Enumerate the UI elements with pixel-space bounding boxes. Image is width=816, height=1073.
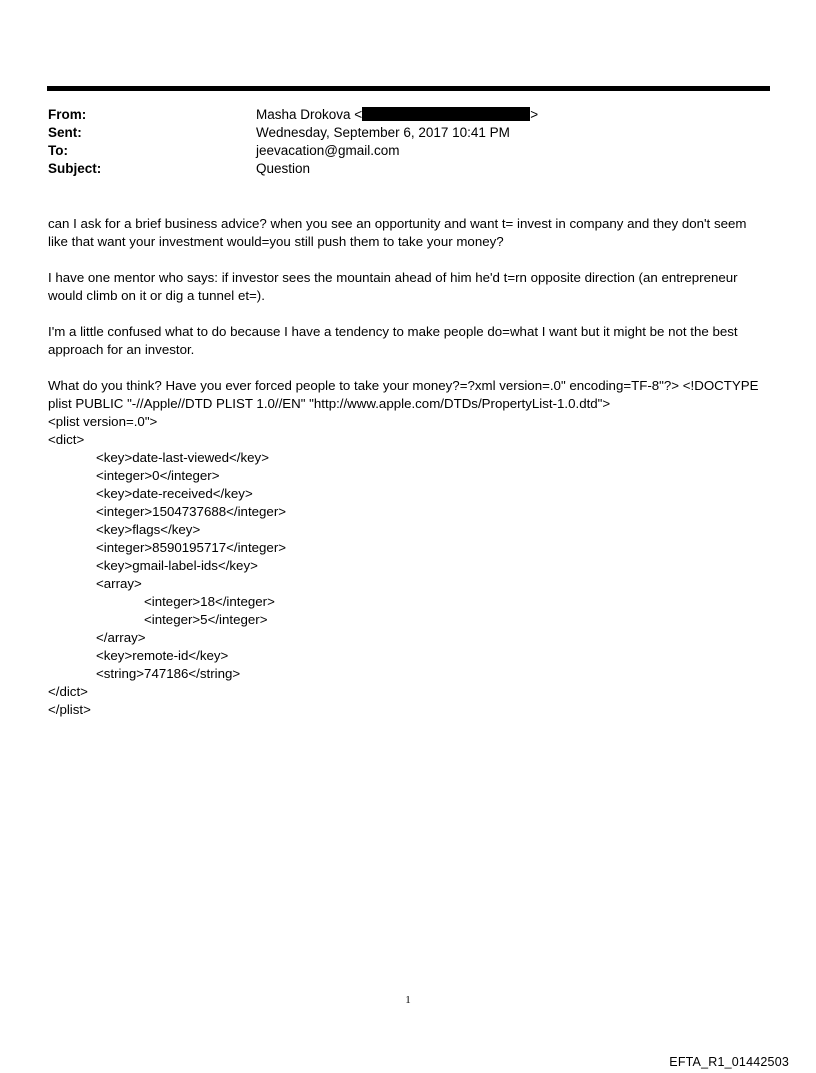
from-row	[48, 106, 768, 124]
xml-line: </dict>	[48, 684, 88, 699]
header-divider	[47, 86, 770, 91]
redaction-block	[362, 107, 530, 121]
sender-name: Masha Drokova <	[256, 107, 363, 122]
email-header	[48, 106, 768, 178]
sent-value: Wednesday, September 6, 2017 10:41 PM	[256, 125, 510, 140]
xml-line: <integer>5</integer>	[144, 612, 268, 627]
xml-line: <key>remote-id</key>	[96, 648, 229, 663]
from-value	[256, 106, 538, 124]
subject-row	[48, 160, 768, 178]
sent-label: Sent:	[48, 125, 82, 140]
email-body	[48, 215, 768, 719]
xml-line: <integer>0</integer>	[96, 468, 220, 483]
xml-line: </array>	[96, 630, 146, 645]
xml-line: <integer>1504737688</integer>	[96, 504, 287, 519]
to-row	[48, 142, 768, 160]
xml-line: <dict>	[48, 432, 85, 447]
subject-label: Subject:	[48, 161, 102, 176]
xml-line: <key>date-last-viewed</key>	[96, 450, 269, 465]
to-label: To:	[48, 143, 68, 158]
xml-line: <integer>8590195717</integer>	[96, 540, 287, 555]
body-paragraph: can I ask for a brief business advice? when you see an opportunity and want t= invest in company and they don't seem like that want your investment would=you still push them to take your money?	[48, 216, 747, 249]
xml-line: <string>747186</string>	[96, 666, 241, 681]
xml-line: <plist version=.0">	[48, 414, 158, 429]
body-paragraph: What do you think? Have you ever forced people to take your money?=?xml version=.0" encoding=TF-8"?> <!DOCTYPE plist PUBLIC "-//Apple//DTD PLIST 1.0//EN" "http://www.apple.com/DTDs/PropertyList-1.0.dtd">	[48, 378, 759, 411]
sent-row	[48, 124, 768, 142]
from-label: From:	[48, 107, 87, 122]
page-number: 1	[405, 994, 411, 1006]
sender-bracket-close: >	[530, 107, 539, 122]
xml-line: <key>gmail-label-ids</key>	[96, 558, 258, 573]
body-paragraph: I have one mentor who says: if investor sees the mountain ahead of him he'd t=rn opposite direction (an entrepreneur would climb on it or dig a tunnel et=).	[48, 270, 738, 303]
xml-line: <key>date-received</key>	[96, 486, 253, 501]
body-paragraph: I'm a little confused what to do because I have a tendency to make people do=what I want but it might be not the best approach for an investor.	[48, 324, 738, 357]
xml-line: <array>	[96, 576, 142, 591]
document-id: EFTA_R1_01442503	[669, 1055, 789, 1069]
xml-line: <key>flags</key>	[96, 522, 201, 537]
xml-line: <integer>18</integer>	[144, 594, 275, 609]
to-value: jeevacation@gmail.com	[256, 143, 400, 158]
xml-line: </plist>	[48, 702, 91, 717]
subject-value: Question	[256, 161, 311, 176]
